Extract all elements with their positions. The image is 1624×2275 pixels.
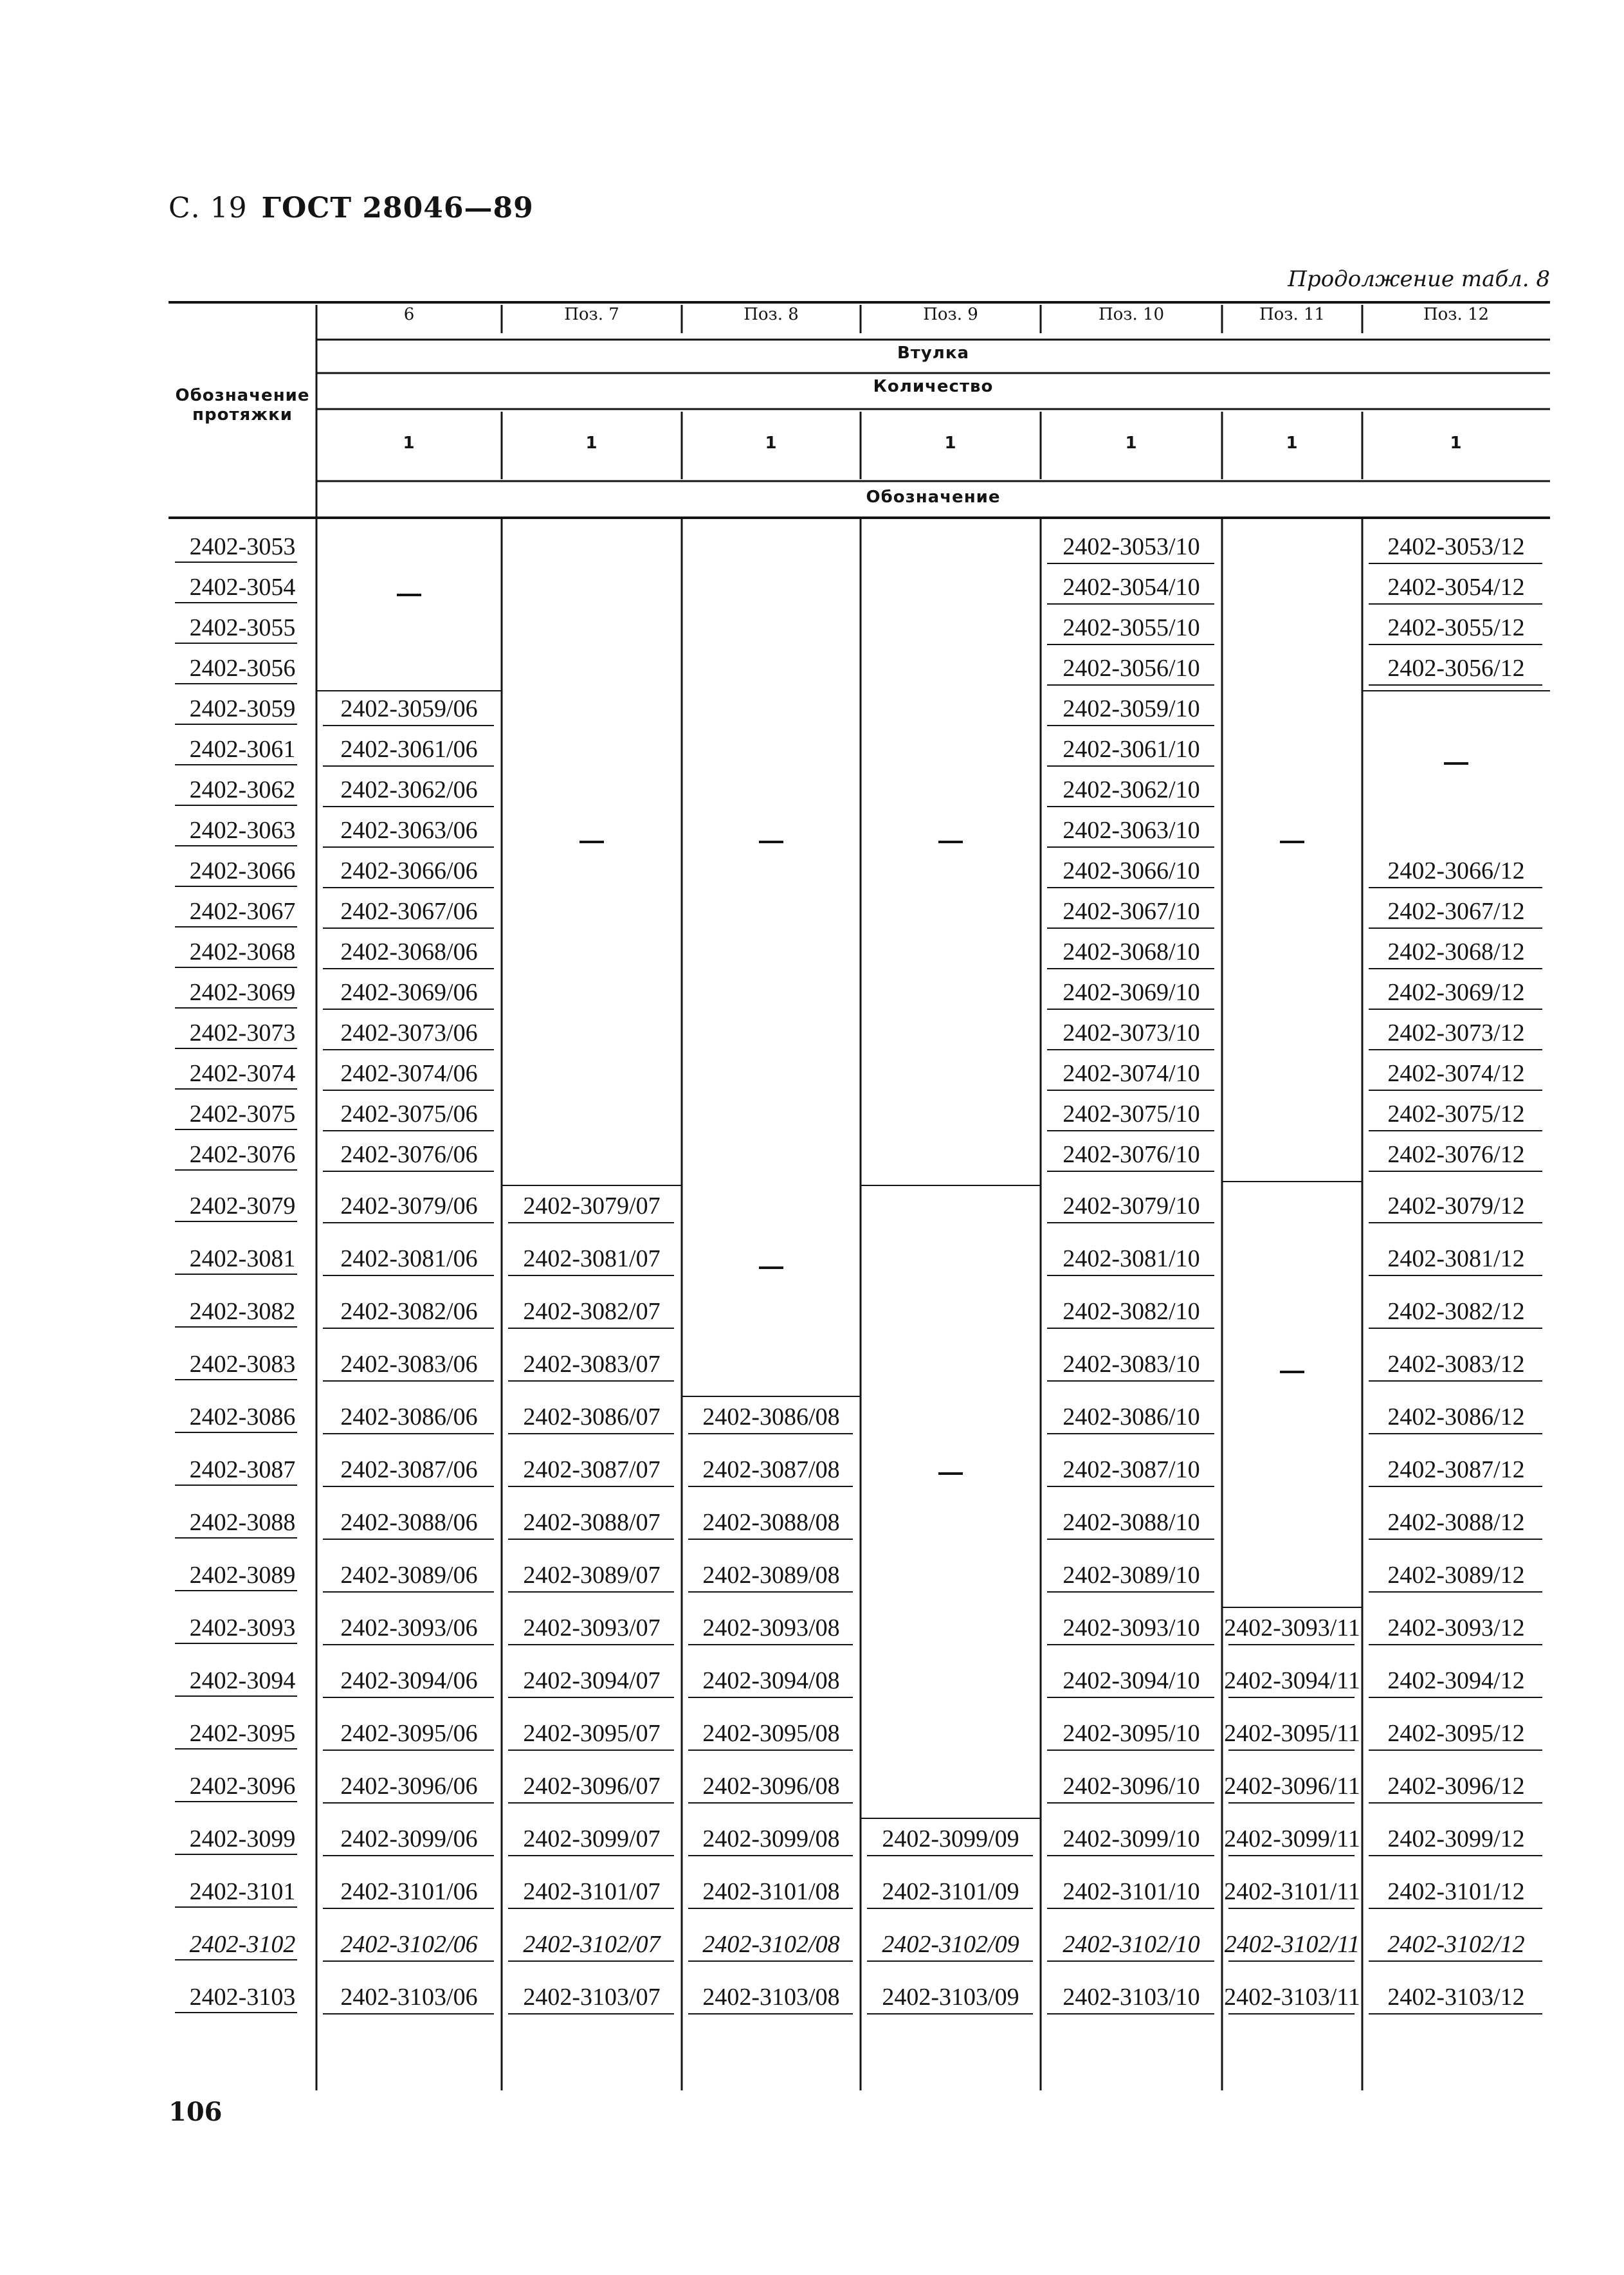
table-cell: 2402-3103/12 [1387, 1984, 1525, 2011]
table-cell: 2402-3087/10 [1063, 1456, 1200, 1483]
table-cell: 2402-3054/10 [1063, 574, 1200, 601]
row-designation: 2402-3089 [189, 1562, 296, 1589]
table-cell: 2402-3059/10 [1063, 695, 1200, 722]
row-designation: 2402-3059 [189, 695, 296, 722]
table-cell: 2402-3102/12 [1387, 1931, 1525, 1958]
table-cell: 2402-3067/12 [1387, 898, 1525, 925]
table-cell: 2402-3089/07 [523, 1562, 661, 1589]
row-designation: 2402-3069 [189, 979, 296, 1006]
row-designation: 2402-3086 [189, 1403, 296, 1430]
table-cell: 2402-3082/07 [523, 1298, 661, 1325]
table-cell: 2402-3063/06 [340, 817, 478, 844]
table-cell: 2402-3087/07 [523, 1456, 661, 1483]
table-cell: 2402-3066/06 [340, 857, 478, 884]
table-cell: 2402-3061/06 [340, 736, 478, 763]
table-cell: 2402-3103/07 [523, 1984, 661, 2011]
table-cell: 2402-3093/11 [1224, 1614, 1360, 1641]
table-cell: 2402-3076/12 [1387, 1141, 1525, 1168]
row-designation: 2402-3083 [189, 1351, 296, 1378]
position-header: Поз. 11 [1259, 305, 1326, 324]
table-cell: 2402-3083/06 [340, 1351, 478, 1378]
empty-cell-dash [1280, 1371, 1304, 1373]
table-cell: 2402-3094/07 [523, 1667, 661, 1694]
table-cell: 2402-3063/10 [1063, 817, 1200, 844]
table-cell: 2402-3074/12 [1387, 1060, 1525, 1087]
table-cell: 2402-3083/10 [1063, 1351, 1200, 1378]
quantity-cell: 1 [1125, 434, 1138, 453]
table-cell: 2402-3096/12 [1387, 1773, 1525, 1800]
table-cell: 2402-3067/10 [1063, 898, 1200, 925]
table-cell: 2402-3054/12 [1387, 574, 1525, 601]
empty-cell-dash [938, 1472, 963, 1475]
row-designation: 2402-3095 [189, 1720, 296, 1747]
table-cell: 2402-3102/08 [702, 1931, 840, 1958]
table-cell: 2402-3094/10 [1063, 1667, 1200, 1694]
table-cell: 2402-3103/09 [882, 1984, 1019, 2011]
empty-cell-dash [759, 1266, 783, 1269]
table-cell: 2402-3082/12 [1387, 1298, 1525, 1325]
position-header: Поз. 9 [923, 305, 978, 324]
quantity-cell: 1 [585, 434, 598, 453]
table-cell: 2402-3056/12 [1387, 655, 1525, 682]
table-cell: 2402-3095/06 [340, 1720, 478, 1747]
row-designation: 2402-3067 [189, 898, 296, 925]
row-designation: 2402-3074 [189, 1060, 296, 1087]
table-cell: 2402-3095/11 [1224, 1720, 1360, 1747]
row-designation: 2402-3054 [189, 574, 296, 601]
row-designation: 2402-3101 [189, 1878, 296, 1905]
quantity-cell: 1 [1450, 434, 1463, 453]
row-designation: 2402-3087 [189, 1456, 296, 1483]
table-cell: 2402-3081/06 [340, 1245, 478, 1272]
table-cell: 2402-3089/06 [340, 1562, 478, 1589]
quantity-cell: 1 [1286, 434, 1299, 453]
table-cell: 2402-3069/12 [1387, 979, 1525, 1006]
table-cell: 2402-3081/12 [1387, 1245, 1525, 1272]
row-designation: 2402-3102 [189, 1931, 296, 1958]
table-cell: 2402-3053/10 [1063, 533, 1200, 560]
table-cell: 2402-3062/06 [340, 776, 478, 803]
table-cell: 2402-3093/07 [523, 1614, 661, 1641]
table-cell: 2402-3073/12 [1387, 1019, 1525, 1046]
table-cell: 2402-3088/12 [1387, 1509, 1525, 1536]
table-continuation-note: Продолжение табл. 8 [1288, 266, 1550, 292]
table-cell: 2402-3088/07 [523, 1509, 661, 1536]
table-cell: 2402-3094/12 [1387, 1667, 1525, 1694]
table-cell: 2402-3056/10 [1063, 655, 1200, 682]
table-cell: 2402-3074/10 [1063, 1060, 1200, 1087]
row-designation: 2402-3066 [189, 857, 296, 884]
page-label: С. 19 [169, 192, 248, 224]
table-cell: 2402-3095/07 [523, 1720, 661, 1747]
table-cell: 2402-3074/06 [340, 1060, 478, 1087]
table-cell: 2402-3083/07 [523, 1351, 661, 1378]
table-cell: 2402-3075/10 [1063, 1101, 1200, 1128]
row-designation: 2402-3103 [189, 1984, 296, 2011]
position-header: Поз. 7 [564, 305, 619, 324]
row-designation: 2402-3063 [189, 817, 296, 844]
table-cell: 2402-3096/07 [523, 1773, 661, 1800]
table-cell: 2402-3099/08 [702, 1825, 840, 1852]
position-header: Поз. 8 [744, 305, 799, 324]
table-cell: 2402-3096/11 [1224, 1773, 1360, 1800]
empty-cell-dash [938, 841, 963, 843]
table-cell: 2402-3076/10 [1063, 1141, 1200, 1168]
table-cell: 2402-3099/12 [1387, 1825, 1525, 1852]
row-designation: 2402-3093 [189, 1614, 296, 1641]
table-cell: 2402-3055/12 [1387, 614, 1525, 641]
table-cell: 2402-3099/10 [1063, 1825, 1200, 1852]
position-header: Поз. 12 [1423, 305, 1490, 324]
document-title: ГОСТ 28046—89 [261, 192, 534, 224]
table-cell: 2402-3081/07 [523, 1245, 661, 1272]
table-cell: 2402-3101/09 [882, 1878, 1019, 1905]
table-cell: 2402-3096/06 [340, 1773, 478, 1800]
table-cell: 2402-3079/06 [340, 1192, 478, 1220]
table-cell: 2402-3055/10 [1063, 614, 1200, 641]
row-designation: 2402-3053 [189, 533, 296, 560]
table-cell: 2402-3082/10 [1063, 1298, 1200, 1325]
table-cell: 2402-3087/06 [340, 1456, 478, 1483]
row-designation: 2402-3099 [189, 1825, 296, 1852]
table-cell: 2402-3103/10 [1063, 1984, 1200, 2011]
table-cell: 2402-3099/09 [882, 1825, 1019, 1852]
table-cell: 2402-3103/06 [340, 1984, 478, 2011]
table-cell: 2402-3102/07 [523, 1931, 661, 1958]
table-cell: 2402-3103/08 [702, 1984, 840, 2011]
table-cell: 2402-3073/10 [1063, 1019, 1200, 1046]
row-designation: 2402-3079 [189, 1192, 296, 1220]
quantity-cell: 1 [765, 434, 778, 453]
table-cell: 2402-3075/12 [1387, 1101, 1525, 1128]
group-header: Втулка [897, 343, 970, 363]
row-header: Обозначение протяжки [175, 386, 310, 425]
empty-cell-dash [1444, 762, 1468, 765]
quantity-header: Количество [873, 377, 994, 396]
row-designation: 2402-3073 [189, 1019, 296, 1046]
table-cell: 2402-3093/10 [1063, 1614, 1200, 1641]
table-cell: 2402-3066/10 [1063, 857, 1200, 884]
table-cell: 2402-3068/10 [1063, 938, 1200, 965]
table-cell: 2402-3093/06 [340, 1614, 478, 1641]
table-cell: 2402-3101/11 [1224, 1878, 1360, 1905]
table-cell: 2402-3081/10 [1063, 1245, 1200, 1272]
table-cell: 2402-3089/08 [702, 1562, 840, 1589]
quantity-cell: 1 [403, 434, 415, 453]
table-cell: 2402-3094/11 [1224, 1667, 1360, 1694]
row-designation: 2402-3096 [189, 1773, 296, 1800]
empty-cell-dash [759, 841, 783, 843]
table-cell: 2402-3066/12 [1387, 857, 1525, 884]
table-cell: 2402-3086/07 [523, 1403, 661, 1430]
table-cell: 2402-3102/06 [340, 1931, 478, 1958]
table-cell: 2402-3053/12 [1387, 533, 1525, 560]
table-cell: 2402-3096/08 [702, 1773, 840, 1800]
table-cell: 2402-3093/12 [1387, 1614, 1525, 1641]
table-cell: 2402-3099/07 [523, 1825, 661, 1852]
row-designation: 2402-3055 [189, 614, 296, 641]
row-designation: 2402-3061 [189, 736, 296, 763]
table-cell: 2402-3089/12 [1387, 1562, 1525, 1589]
row-designation: 2402-3094 [189, 1667, 296, 1694]
table-cell: 2402-3095/08 [702, 1720, 840, 1747]
table-cell: 2402-3101/06 [340, 1878, 478, 1905]
table-cell: 2402-3088/06 [340, 1509, 478, 1536]
table-cell: 2402-3101/08 [702, 1878, 840, 1905]
table-cell: 2402-3088/08 [702, 1509, 840, 1536]
table-cell: 2402-3069/10 [1063, 979, 1200, 1006]
table-cell: 2402-3095/12 [1387, 1720, 1525, 1747]
table-cell: 2402-3075/06 [340, 1101, 478, 1128]
table-cell: 2402-3069/06 [340, 979, 478, 1006]
table-cell: 2402-3099/11 [1224, 1825, 1360, 1852]
empty-cell-dash [579, 841, 604, 843]
table-cell: 2402-3059/06 [340, 695, 478, 722]
table-cell: 2402-3073/06 [340, 1019, 478, 1046]
table-cell: 2402-3068/12 [1387, 938, 1525, 965]
table-cell: 2402-3079/10 [1063, 1192, 1200, 1220]
table-cell: 2402-3086/12 [1387, 1403, 1525, 1430]
row-designation: 2402-3075 [189, 1101, 296, 1128]
table-cell: 2402-3096/10 [1063, 1773, 1200, 1800]
row-designation: 2402-3081 [189, 1245, 296, 1272]
table-cell: 2402-3101/10 [1063, 1878, 1200, 1905]
table-cell: 2402-3099/06 [340, 1825, 478, 1852]
table-cell: 2402-3086/08 [702, 1403, 840, 1430]
page-number: 106 [169, 2097, 223, 2127]
table-cell: 2402-3102/09 [882, 1931, 1019, 1958]
quantity-cell: 1 [944, 434, 957, 453]
table-cell: 2402-3068/06 [340, 938, 478, 965]
designation-header: Обозначение [866, 488, 1001, 507]
table-cell: 2402-3087/12 [1387, 1456, 1525, 1483]
table-cell: 2402-3083/12 [1387, 1351, 1525, 1378]
row-designation: 2402-3056 [189, 655, 296, 682]
row-designation: 2402-3082 [189, 1298, 296, 1325]
table-cell: 2402-3061/10 [1063, 736, 1200, 763]
table-cell: 2402-3101/12 [1387, 1878, 1525, 1905]
table-cell: 2402-3102/10 [1063, 1931, 1200, 1958]
table-cell: 2402-3076/06 [340, 1141, 478, 1168]
empty-cell-dash [397, 594, 421, 596]
table-cell: 2402-3094/08 [702, 1667, 840, 1694]
table-cell: 2402-3086/10 [1063, 1403, 1200, 1430]
table-cell: 2402-3079/12 [1387, 1192, 1525, 1220]
table-cell: 2402-3086/06 [340, 1403, 478, 1430]
table-cell: 2402-3102/11 [1224, 1931, 1360, 1958]
row-designation: 2402-3076 [189, 1141, 296, 1168]
table-cell: 2402-3101/07 [523, 1878, 661, 1905]
table-cell: 2402-3094/06 [340, 1667, 478, 1694]
empty-cell-dash [1280, 841, 1304, 843]
table-cell: 2402-3082/06 [340, 1298, 478, 1325]
table-cell: 2402-3093/08 [702, 1614, 840, 1641]
table-cell: 2402-3103/11 [1224, 1984, 1360, 2011]
table-cell: 2402-3095/10 [1063, 1720, 1200, 1747]
table-cell: 2402-3079/07 [523, 1192, 661, 1220]
position-header: 6 [403, 305, 415, 324]
table-cell: 2402-3087/08 [702, 1456, 840, 1483]
row-designation: 2402-3062 [189, 776, 296, 803]
table-cell: 2402-3067/06 [340, 898, 478, 925]
table-cell: 2402-3089/10 [1063, 1562, 1200, 1589]
row-designation: 2402-3068 [189, 938, 296, 965]
row-designation: 2402-3088 [189, 1509, 296, 1536]
position-header: Поз. 10 [1098, 305, 1165, 324]
table-cell: 2402-3062/10 [1063, 776, 1200, 803]
table-cell: 2402-3088/10 [1063, 1509, 1200, 1536]
